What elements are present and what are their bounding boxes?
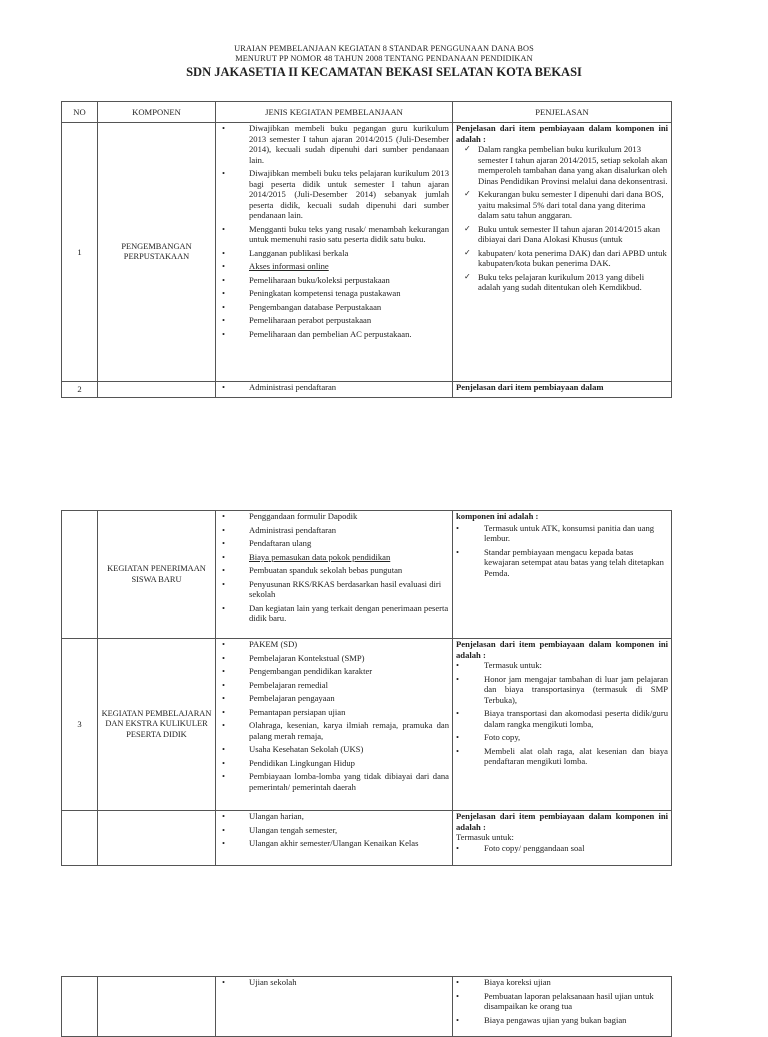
penjelasan-cell bbox=[453, 639, 672, 811]
kegiatan-cell bbox=[216, 639, 453, 811]
komponen-cell: KEGIATAN PENERIMAAN SISWA BARU bbox=[98, 511, 216, 639]
penjelasan-sub: Termasuk untuk: bbox=[456, 832, 514, 842]
header-title: SDN JAKASETIA II KECAMATAN BEKASI SELATAN KOTA BEKASI bbox=[186, 65, 582, 79]
table-row bbox=[62, 639, 672, 811]
list-item: • Termasuk untuk: bbox=[456, 660, 668, 671]
header-line-1: URAIAN PEMBELANJAAN KEGIATAN 8 STANDAR PENGGUNAAN DANA BOS bbox=[234, 44, 534, 53]
list-item: • Pemantapan persiapan ujian bbox=[219, 707, 449, 718]
table-row bbox=[62, 977, 672, 1037]
list-item: ✓ Buku teks pelajaran kurikulum 2013 yang dibeli adalah yang sudah ditentukan oleh Kemdikbud. bbox=[456, 272, 668, 293]
komponen-cell bbox=[98, 382, 216, 398]
list-item: • Pembiayaan lomba-lomba yang tidak dibiayai dari dana pemerintah/ pemerintah daerah bbox=[219, 771, 449, 792]
list-item: • Akses informasi online bbox=[219, 261, 449, 272]
header-line-2: MENURUT PP NOMOR 48 TAHUN 2008 TENTANG PENDANAAN PENDIDIKAN bbox=[235, 54, 533, 63]
list-item: • Pembelajaran Kontekstual (SMP) bbox=[219, 653, 449, 664]
table-page-1 bbox=[61, 101, 672, 398]
komponen-cell: PENGEMBANGAN PERPUSTAKAAN bbox=[98, 123, 216, 382]
table-row bbox=[62, 382, 672, 398]
list-item: • Dan kegiatan lain yang terkait dengan penerimaan peserta didik baru. bbox=[219, 603, 449, 624]
list-item: ✓ Buku untuk semester II tahun ajaran 2014/2015 akan dibiayai dari Dana Alokasi Khusus (untuk bbox=[456, 224, 668, 245]
penjelasan-cell bbox=[453, 811, 672, 866]
document-header bbox=[0, 44, 768, 80]
komponen-cell bbox=[98, 977, 216, 1037]
list-item: • Administrasi pendaftaran bbox=[219, 525, 449, 536]
header-komponen: KOMPONEN bbox=[98, 102, 216, 123]
penjelasan-cell bbox=[453, 382, 672, 398]
list-item: • Foto copy/ penggandaan soal bbox=[456, 843, 668, 854]
list-item: • PAKEM (SD) bbox=[219, 639, 449, 650]
list-item: • Biaya koreksi ujian bbox=[456, 977, 668, 988]
kegiatan-cell bbox=[216, 811, 453, 866]
list-item: • Pendaftaran ulang bbox=[219, 538, 449, 549]
list-item: • Usaha Kesehatan Sekolah (UKS) bbox=[219, 744, 449, 755]
penjelasan-intro: Penjelasan dari item pembiayaan dalam bbox=[456, 382, 604, 392]
list-item: • Peningkatan kompetensi tenaga pustakawan bbox=[219, 288, 449, 299]
list-item: • Administrasi pendaftaran bbox=[219, 382, 449, 393]
header-no: NO bbox=[62, 102, 98, 123]
row-number: 1 bbox=[62, 123, 98, 382]
penjelasan-intro: komponen ini adalah : bbox=[456, 511, 539, 521]
list-item: • Diwajibkan membeli buku pegangan guru kurikulum 2013 semester I tahun ajaran 2014/2015 (Juli-Desember 2014), kecuali sudah dipenuhi dari sumber pendanaan lain. bbox=[219, 123, 449, 165]
list-item: • Ulangan akhir semester/Ulangan Kenaikan Kelas bbox=[219, 838, 449, 849]
komponen-cell: KEGIATAN PEMBELAJARAN DAN EKSTRA KULIKULER PESERTA DIDIK bbox=[98, 639, 216, 811]
penjelasan-cell bbox=[453, 123, 672, 382]
list-item: • Pendidikan Lingkungan Hidup bbox=[219, 758, 449, 769]
list-item: • Biaya pengawas ujian yang bukan bagian bbox=[456, 1015, 668, 1026]
list-item: • Pembuatan spanduk sekolah bebas pungutan bbox=[219, 565, 449, 576]
kegiatan-cell bbox=[216, 511, 453, 639]
list-item: • Foto copy, bbox=[456, 732, 668, 743]
list-item: ✓ kabupaten/ kota penerima DAK) dan dari APBD untuk kabupaten/kota bukan penerima DAK. bbox=[456, 248, 668, 269]
table-page-2 bbox=[61, 510, 672, 866]
list-item: • Pemeliharaan buku/koleksi perpustakaan bbox=[219, 275, 449, 286]
penjelasan-intro: Penjelasan dari item pembiayaan dalam komponen ini adalah : bbox=[456, 639, 668, 660]
list-item: • Pembelajaran pengayaan bbox=[219, 693, 449, 704]
list-item: • Pengembangan database Perpustakaan bbox=[219, 302, 449, 313]
list-item: • Penyusunan RKS/RKAS berdasarkan hasil evaluasi diri sekolah bbox=[219, 579, 449, 600]
list-item: • Diwajibkan membeli buku teks pelajaran kurikulum 2013 bagi peserta didik untuk semester I tahun ajaran 2014/2015 (Juli-Desember 2014) sebanyak jumlah peserta didik, kecuali sudah dipenuhi dari sumber pendanaan lain. bbox=[219, 168, 449, 221]
row-number bbox=[62, 977, 98, 1037]
list-item: • Biaya transportasi dan akomodasi peserta didik/guru dalam rangka mengikuti lomba, bbox=[456, 708, 668, 729]
list-item: • Membeli alat olah raga, alat kesenian dan biaya pendaftaran mengikuti lomba. bbox=[456, 746, 668, 767]
table-row bbox=[62, 811, 672, 866]
row-number: 3 bbox=[62, 639, 98, 811]
list-item: • Termasuk untuk ATK, konsumsi panitia dan uang lembur. bbox=[456, 523, 668, 544]
table-page-3 bbox=[61, 976, 672, 1037]
list-item: • Langganan publikasi berkala bbox=[219, 248, 449, 259]
table-header-row bbox=[62, 102, 672, 123]
list-item: • Ujian sekolah bbox=[219, 977, 449, 988]
row-number bbox=[62, 511, 98, 639]
list-item: ✓ Kekurangan buku semester I dipenuhi dari dana BOS, yaitu maksimal 5% dari total dana yang diterima dalam satu tahun anggaran. bbox=[456, 189, 668, 221]
list-item: • Olahraga, kesenian, karya ilmiah remaja, pramuka dan palang merah remaja, bbox=[219, 720, 449, 741]
list-item: • Pembuatan laporan pelaksanaan hasil ujian untuk disampaikan ke orang tua bbox=[456, 991, 668, 1012]
penjelasan-cell bbox=[453, 511, 672, 639]
penjelasan-intro: Penjelasan dari item pembiayaan dalam komponen ini adalah : bbox=[456, 811, 668, 832]
list-item: • Pengembangan pendidikan karakter bbox=[219, 666, 449, 677]
list-item: • Pemeliharaan dan pembelian AC perpustakaan. bbox=[219, 329, 449, 340]
list-item: ✓ Dalam rangka pembelian buku kurikulum 2013 semester I tahun ajaran 2014/2015, setiap sekolah akan memperoleh tambahan dana yang akan disalurkan oleh Dinas Pendidikan Provinsi melalui dana dekonsentrasi. bbox=[456, 144, 668, 186]
table-row bbox=[62, 123, 672, 382]
list-item: • Pembelajaran remedial bbox=[219, 680, 449, 691]
kegiatan-cell bbox=[216, 382, 453, 398]
table-row bbox=[62, 511, 672, 639]
header-jenis-kegiatan: JENIS KEGIATAN PEMBELANJAAN bbox=[216, 102, 453, 123]
penjelasan-cell bbox=[453, 977, 672, 1037]
list-item: • Pemeliharaan perabot perpustakaan bbox=[219, 315, 449, 326]
list-item: • Biaya pemasukan data pokok pendidikan bbox=[219, 552, 449, 563]
list-item: • Honor jam mengajar tambahan di luar jam pelajaran dan biaya transportasinya (termasuk di SMP Terbuka), bbox=[456, 674, 668, 706]
list-item: • Standar pembiayaan mengacu kepada batas kewajaran setempat atau batas yang telah ditetapkan Pemda. bbox=[456, 547, 668, 579]
row-number: 2 bbox=[62, 382, 98, 398]
list-item: • Ulangan harian, bbox=[219, 811, 449, 822]
kegiatan-cell bbox=[216, 123, 453, 382]
header-penjelasan: PENJELASAN bbox=[453, 102, 672, 123]
list-item: • Mengganti buku teks yang rusak/ menambah kekurangan untuk memenuhi rasio satu peserta didik satu buku. bbox=[219, 224, 449, 245]
penjelasan-intro: Penjelasan dari item pembiayaan dalam komponen ini adalah : bbox=[456, 123, 668, 144]
list-item: • Ulangan tengah semester, bbox=[219, 825, 449, 836]
kegiatan-cell bbox=[216, 977, 453, 1037]
list-item: • Penggandaan formulir Dapodik bbox=[219, 511, 449, 522]
row-number bbox=[62, 811, 98, 866]
komponen-cell bbox=[98, 811, 216, 866]
